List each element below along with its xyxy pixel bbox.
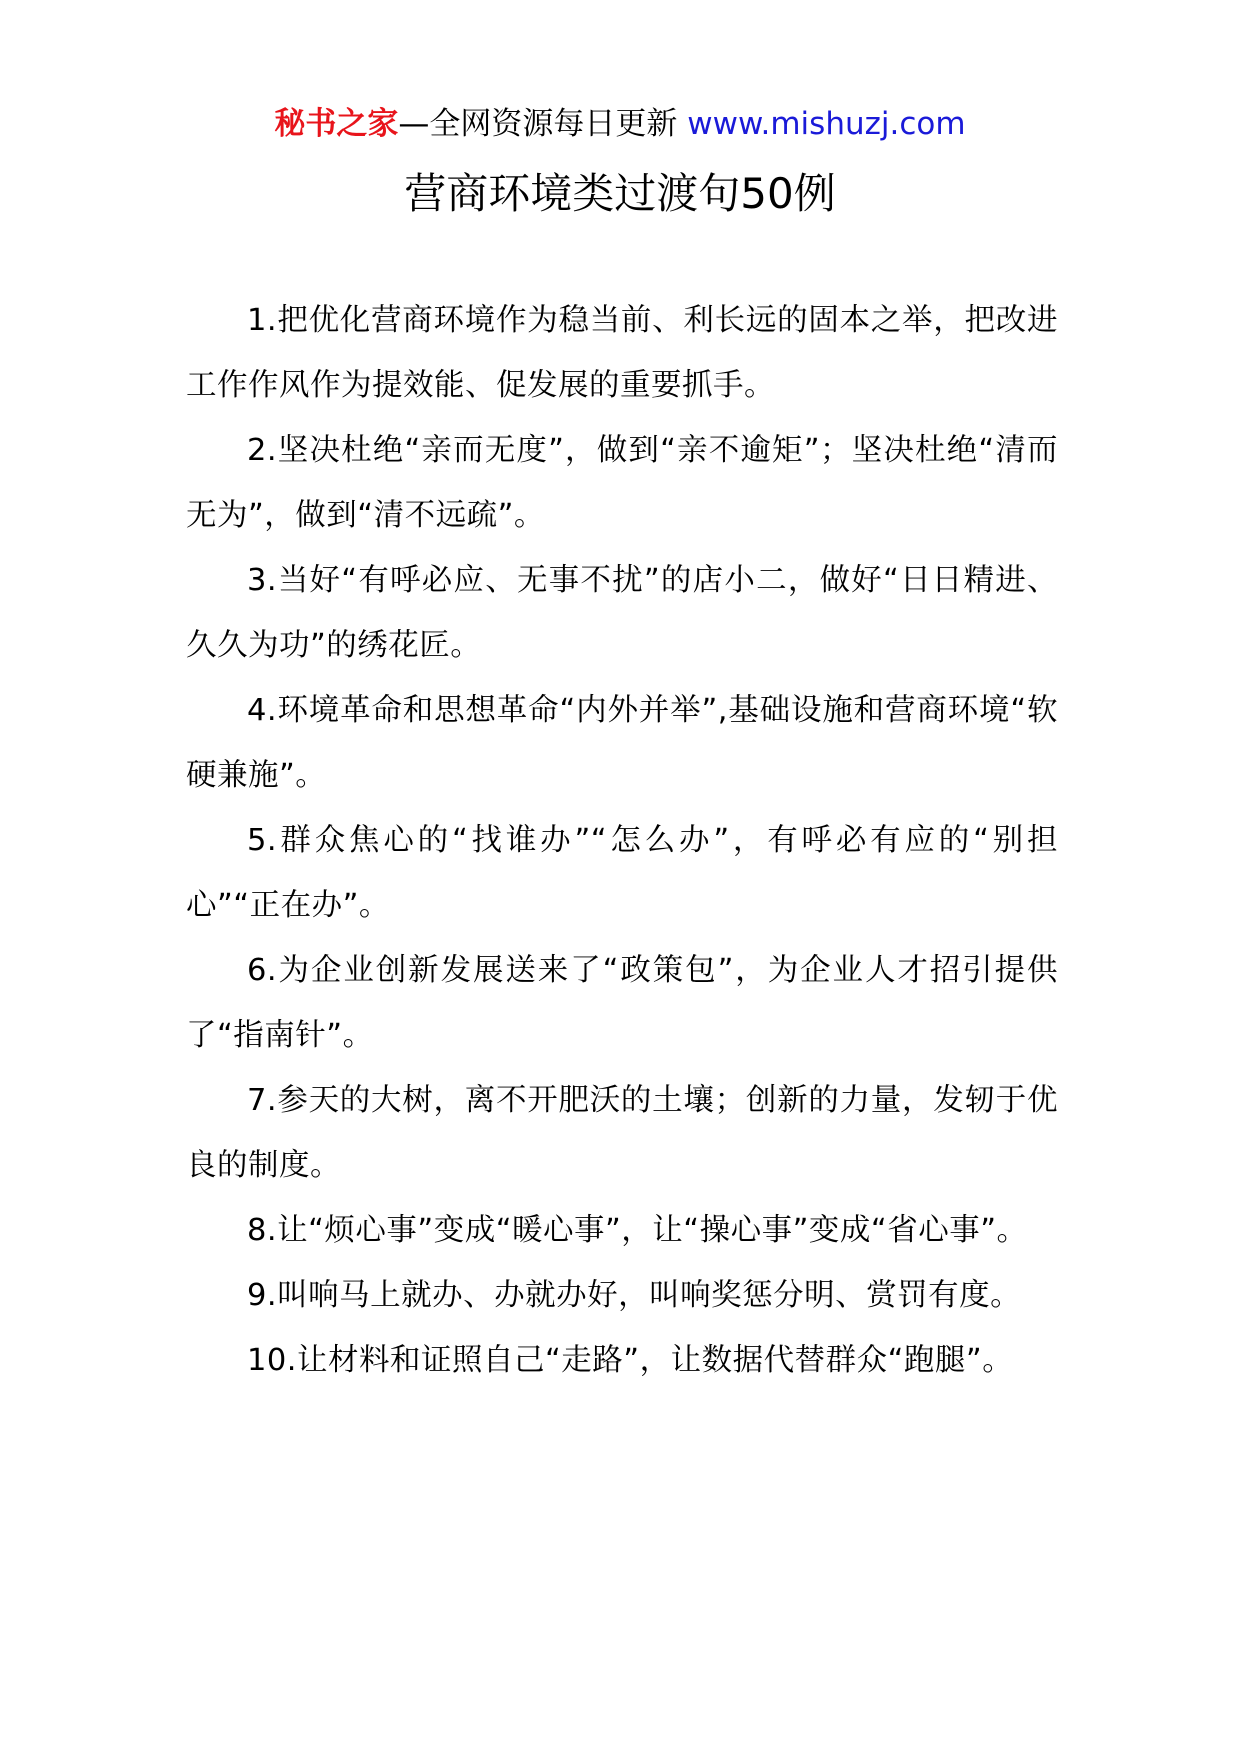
site-brand: 秘书之家 bbox=[274, 106, 399, 142]
paragraph: 7.参天的大树，离不开肥沃的土壤；创新的力量，发轫于优良的制度。 bbox=[186, 1083, 1058, 1183]
paragraph: 3.当好“有呼必应、无事不扰”的店小二，做好“日日精进、久久为功”的绣花匠。 bbox=[186, 563, 1058, 663]
paragraph: 10.让材料和证照自己“走路”，让数据代替群众“跑腿”。 bbox=[247, 1343, 1014, 1378]
paragraph: 2.坚决杜绝“亲而无度”，做到“亲不逾矩”；坚决杜绝“清而无为”，做到“清不远疏”。 bbox=[186, 433, 1058, 533]
site-header bbox=[0, 104, 1240, 144]
page-title: 营商环境类过渡句50例 bbox=[404, 169, 836, 218]
paragraph: 8.让“烦心事”变成“暖心事”，让“操心事”变成“省心事”。 bbox=[247, 1213, 1028, 1248]
paragraph: 9.叫响马上就办、办就办好，叫响奖惩分明、赏罚有度。 bbox=[247, 1278, 1022, 1313]
site-url-link[interactable]: www.mishuzj.com bbox=[687, 106, 966, 142]
paragraph: 5.群众焦心的“找谁办”“怎么办”，有呼必有应的“别担心”“正在办”。 bbox=[186, 823, 1058, 923]
paragraph: 4.环境革命和思想革命“内外并举”,基础设施和营商环境“软硬兼施”。 bbox=[186, 693, 1058, 793]
paragraph: 6.为企业创新发展送来了“政策包”，为企业人才招引提供了“指南针”。 bbox=[186, 953, 1058, 1053]
document-body bbox=[186, 288, 1058, 1393]
site-tagline: —全网资源每日更新 bbox=[398, 106, 678, 142]
paragraph: 1.把优化营商环境作为稳当前、利长远的固本之举，把改进工作作风作为提效能、促发展的重要抓手。 bbox=[186, 303, 1058, 403]
